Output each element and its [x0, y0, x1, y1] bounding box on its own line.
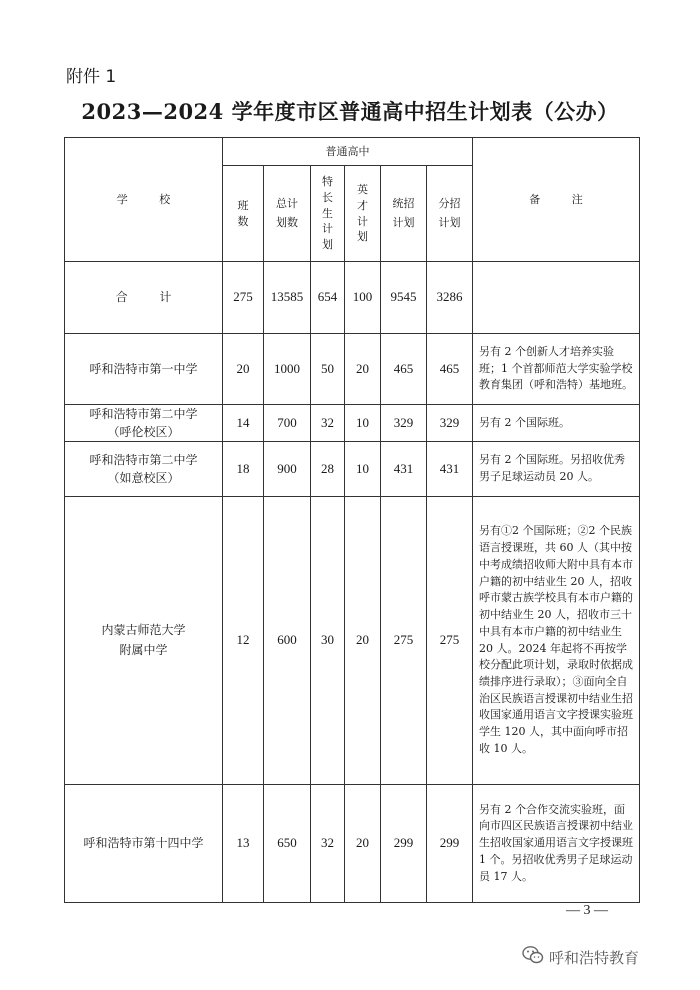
- page-title: 2023—2024 学年度市区普通高中招生计划表（公办）: [81, 99, 619, 124]
- school-name: 内蒙古师范大学 附属中学: [65, 497, 223, 785]
- unified-cell: 299: [381, 785, 427, 903]
- allocated-cell: 3286: [427, 262, 473, 334]
- attachment-label: 附件 1: [66, 67, 117, 87]
- school-name: 呼和浩特市第二中学 （呼伦校区）: [65, 405, 223, 442]
- allocated-cell: 431: [427, 442, 473, 497]
- table-row: [65, 785, 640, 903]
- classes-cell: 13: [223, 785, 264, 903]
- total-cell: 650: [264, 785, 311, 903]
- special-cell: 30: [311, 497, 345, 785]
- school-name: 呼和浩特市第一中学: [65, 334, 223, 405]
- total-cell: 700: [264, 405, 311, 442]
- special-cell: 32: [311, 405, 345, 442]
- table-row: [65, 497, 640, 785]
- remark-cell: 另有 2 个创新人才培养实验班；1 个首都师范大学实验学校教育集团（呼和浩特）基地班。: [473, 334, 640, 405]
- elite-cell: 10: [345, 405, 381, 442]
- school-subname: 附属中学: [119, 642, 168, 657]
- header-elite: 英才计划: [345, 166, 381, 262]
- elite-cell: 10: [345, 442, 381, 497]
- unified-cell: 275: [381, 497, 427, 785]
- header-group: 普通高中: [223, 138, 473, 166]
- allocated-cell: 275: [427, 497, 473, 785]
- total-cell: 900: [264, 442, 311, 497]
- special-cell: 32: [311, 785, 345, 903]
- remark-cell: 另有 2 个合作交流实验班，面向市四区民族语言授课初中结业生招收国家通用语言文字授课班 1 个。另招收优秀男子足球运动员 17 人。: [473, 785, 640, 903]
- allocated-cell: 465: [427, 334, 473, 405]
- total-cell: 1000: [264, 334, 311, 405]
- unified-cell: 9545: [381, 262, 427, 334]
- table-row: [65, 262, 640, 334]
- remark-cell: 另有 2 个国际班。另招收优秀男子足球运动员 20 人。: [473, 442, 640, 497]
- wechat-icon: [522, 945, 544, 969]
- table-row: [65, 405, 640, 442]
- elite-cell: 20: [345, 497, 381, 785]
- table-row: [65, 442, 640, 497]
- allocated-cell: 299: [427, 785, 473, 903]
- header-special: 特长生计划: [311, 166, 345, 262]
- classes-cell: 275: [223, 262, 264, 334]
- unified-cell: 329: [381, 405, 427, 442]
- special-cell: 50: [311, 334, 345, 405]
- remark-cell: 另有 2 个国际班。: [473, 405, 640, 442]
- elite-cell: 20: [345, 785, 381, 903]
- classes-cell: 14: [223, 405, 264, 442]
- header-total: 总计划数: [264, 166, 311, 262]
- unified-cell: 465: [381, 334, 427, 405]
- page-number: — 3 —: [566, 903, 608, 918]
- total-cell: 13585: [264, 262, 311, 334]
- header-unified: 统招计划: [381, 166, 427, 262]
- classes-cell: 12: [223, 497, 264, 785]
- header-school: 学 校: [65, 138, 223, 262]
- table-row: [65, 334, 640, 405]
- special-cell: 28: [311, 442, 345, 497]
- classes-cell: 20: [223, 334, 264, 405]
- school-name: 呼和浩特市第十四中学: [65, 785, 223, 903]
- total-cell: 600: [264, 497, 311, 785]
- school-name: 呼和浩特市第二中学 （如意校区）: [65, 442, 223, 497]
- watermark-text: 呼和浩特教育: [549, 948, 640, 967]
- special-cell: 654: [311, 262, 345, 334]
- classes-cell: 18: [223, 442, 264, 497]
- elite-cell: 20: [345, 334, 381, 405]
- header-remarks: 备 注: [473, 138, 640, 262]
- school-name: 合 计: [65, 262, 223, 334]
- school-subname: （呼伦校区）: [107, 425, 180, 439]
- header-classes: 班数: [223, 166, 264, 262]
- unified-cell: 431: [381, 442, 427, 497]
- allocated-cell: 329: [427, 405, 473, 442]
- watermark: [522, 945, 639, 969]
- enrollment-plan-table: [64, 137, 640, 903]
- header-allocated: 分招计划: [427, 166, 473, 262]
- remark-cell: [473, 262, 640, 334]
- elite-cell: 100: [345, 262, 381, 334]
- remark-cell: 另有①2 个国际班；②2 个民族语言授课班，共 60 人（其中按中考成绩招收师大附中具有本市户籍的初中结业生 20 人，招收呼市蒙古族学校具有本市户籍的初中结业生 20 人，招收市三十中具有本市户籍的初中结业生 20 人。2024 年起将不再按学校分配此项计划，录取时依据成绩排序进行录取）；③面向全自治区民族语言授课初中结业生招收国家通用语言文字授课实验班学生 120 人，其中面向呼市招收 10 人。: [473, 497, 640, 785]
- school-subname: （如意校区）: [107, 471, 180, 485]
